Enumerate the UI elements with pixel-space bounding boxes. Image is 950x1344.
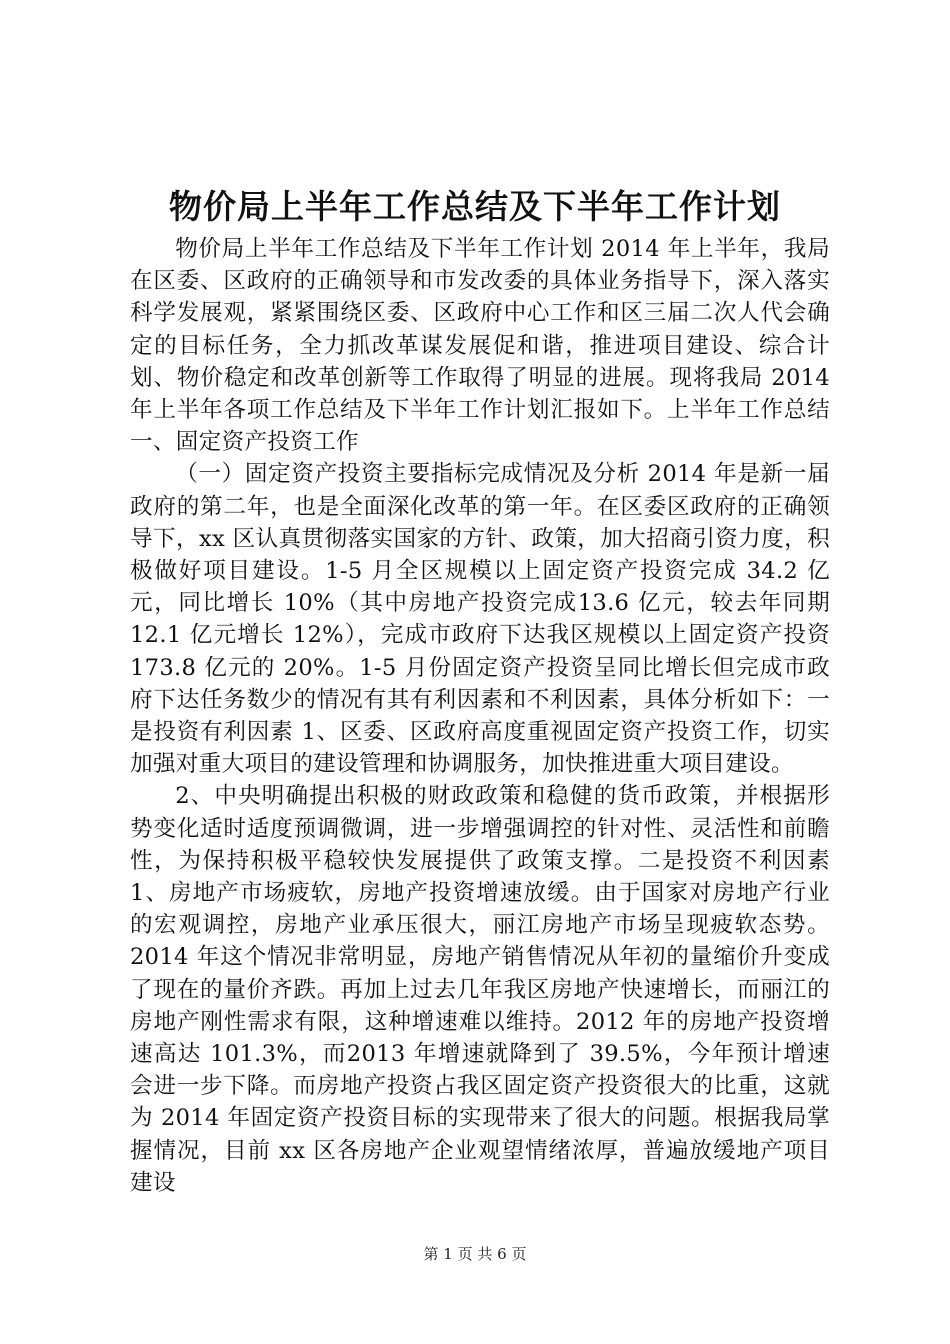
document-body — [130, 233, 830, 1199]
paragraph-intro: 物价局上半年工作总结及下半年工作计划 2014 年上半年，我局在区委、区政府的正确领导和市发改委的具体业务指导下，深入落实科学发展观，紧紧围绕区委、区政府中心工作和区三届二次人代会确定的目标任务，全力抓改革谋发展促和谐，推进项目建设、综合计划、物价稳定和改革创新等工作取得了明显的进展。现将我局 2014 年上半年各项工作总结及下半年工作计划汇报如下。上半年工作总结一、固定资产投资工作 — [130, 236, 830, 456]
paragraph-policy-factors: 2、中央明确提出积极的财政政策和稳健的货币政策，并根据形势变化适时适度预调微调，进一步增强调控的针对性、灵活性和前瞻性，为保持积极平稳较快发展提供了政策支撑。二是投资不利因素 1、房地产市场疲软，房地产投资增速放缓。由于国家对房地产行业的宏观调控，房地产业承压很大，丽江房地产市场呈现疲软态势。2014 年这个情况非常明显，房地产销售情况从年初的量缩价升变成了现在的量价齐跌。再加上过去几年我区房地产快速增长，而丽江的房地产刚性需求有限，这种增速难以维持。2012 年的房地产投资增速高达 101.3%，而2013 年增速就降到了 39.5%，今年预计增速会进一步下降。而房地产投资占我区固定资产投资很大的比重，这就为 2014 年固定资产投资目标的实现带来了很大的问题。根据我局掌握情况，目前 xx 区各房地产企业观望情绪浓厚，普遍放缓地产项目建设 — [130, 783, 830, 1196]
paragraph-investment-analysis: （一）固定资产投资主要指标完成情况及分析 2014 年是新一届政府的第二年，也是全面深化改革的第一年。在区委区政府的正确领导下，xx 区认真贯彻落实国家的方针、政策，加大招商引资力度，积极做好项目建设。1-5 月全区规模以上固定资产投资完成 34.2 亿元，同比增长 10%（其中房地产投资完成13.6 亿元，较去年同期 12.1 亿元增长 12%），完成市政府下达我区规模以上固定资产投资 173.8 亿元的 20%。1-5 月份固定资产投资呈同比增长但完成市政府下达任务数少的情况有其有利因素和不利因素，具体分析如下：一是投资有利因素 1、区委、区政府高度重视固定资产投资工作，切实加强对重大项目的建设管理和协调服务，加快推进重大项目建设。 — [130, 461, 830, 778]
page-number-footer: 第 1 页 共 6 页 — [423, 1245, 527, 1263]
document-title: 物价局上半年工作总结及下半年工作计划 — [169, 187, 781, 226]
